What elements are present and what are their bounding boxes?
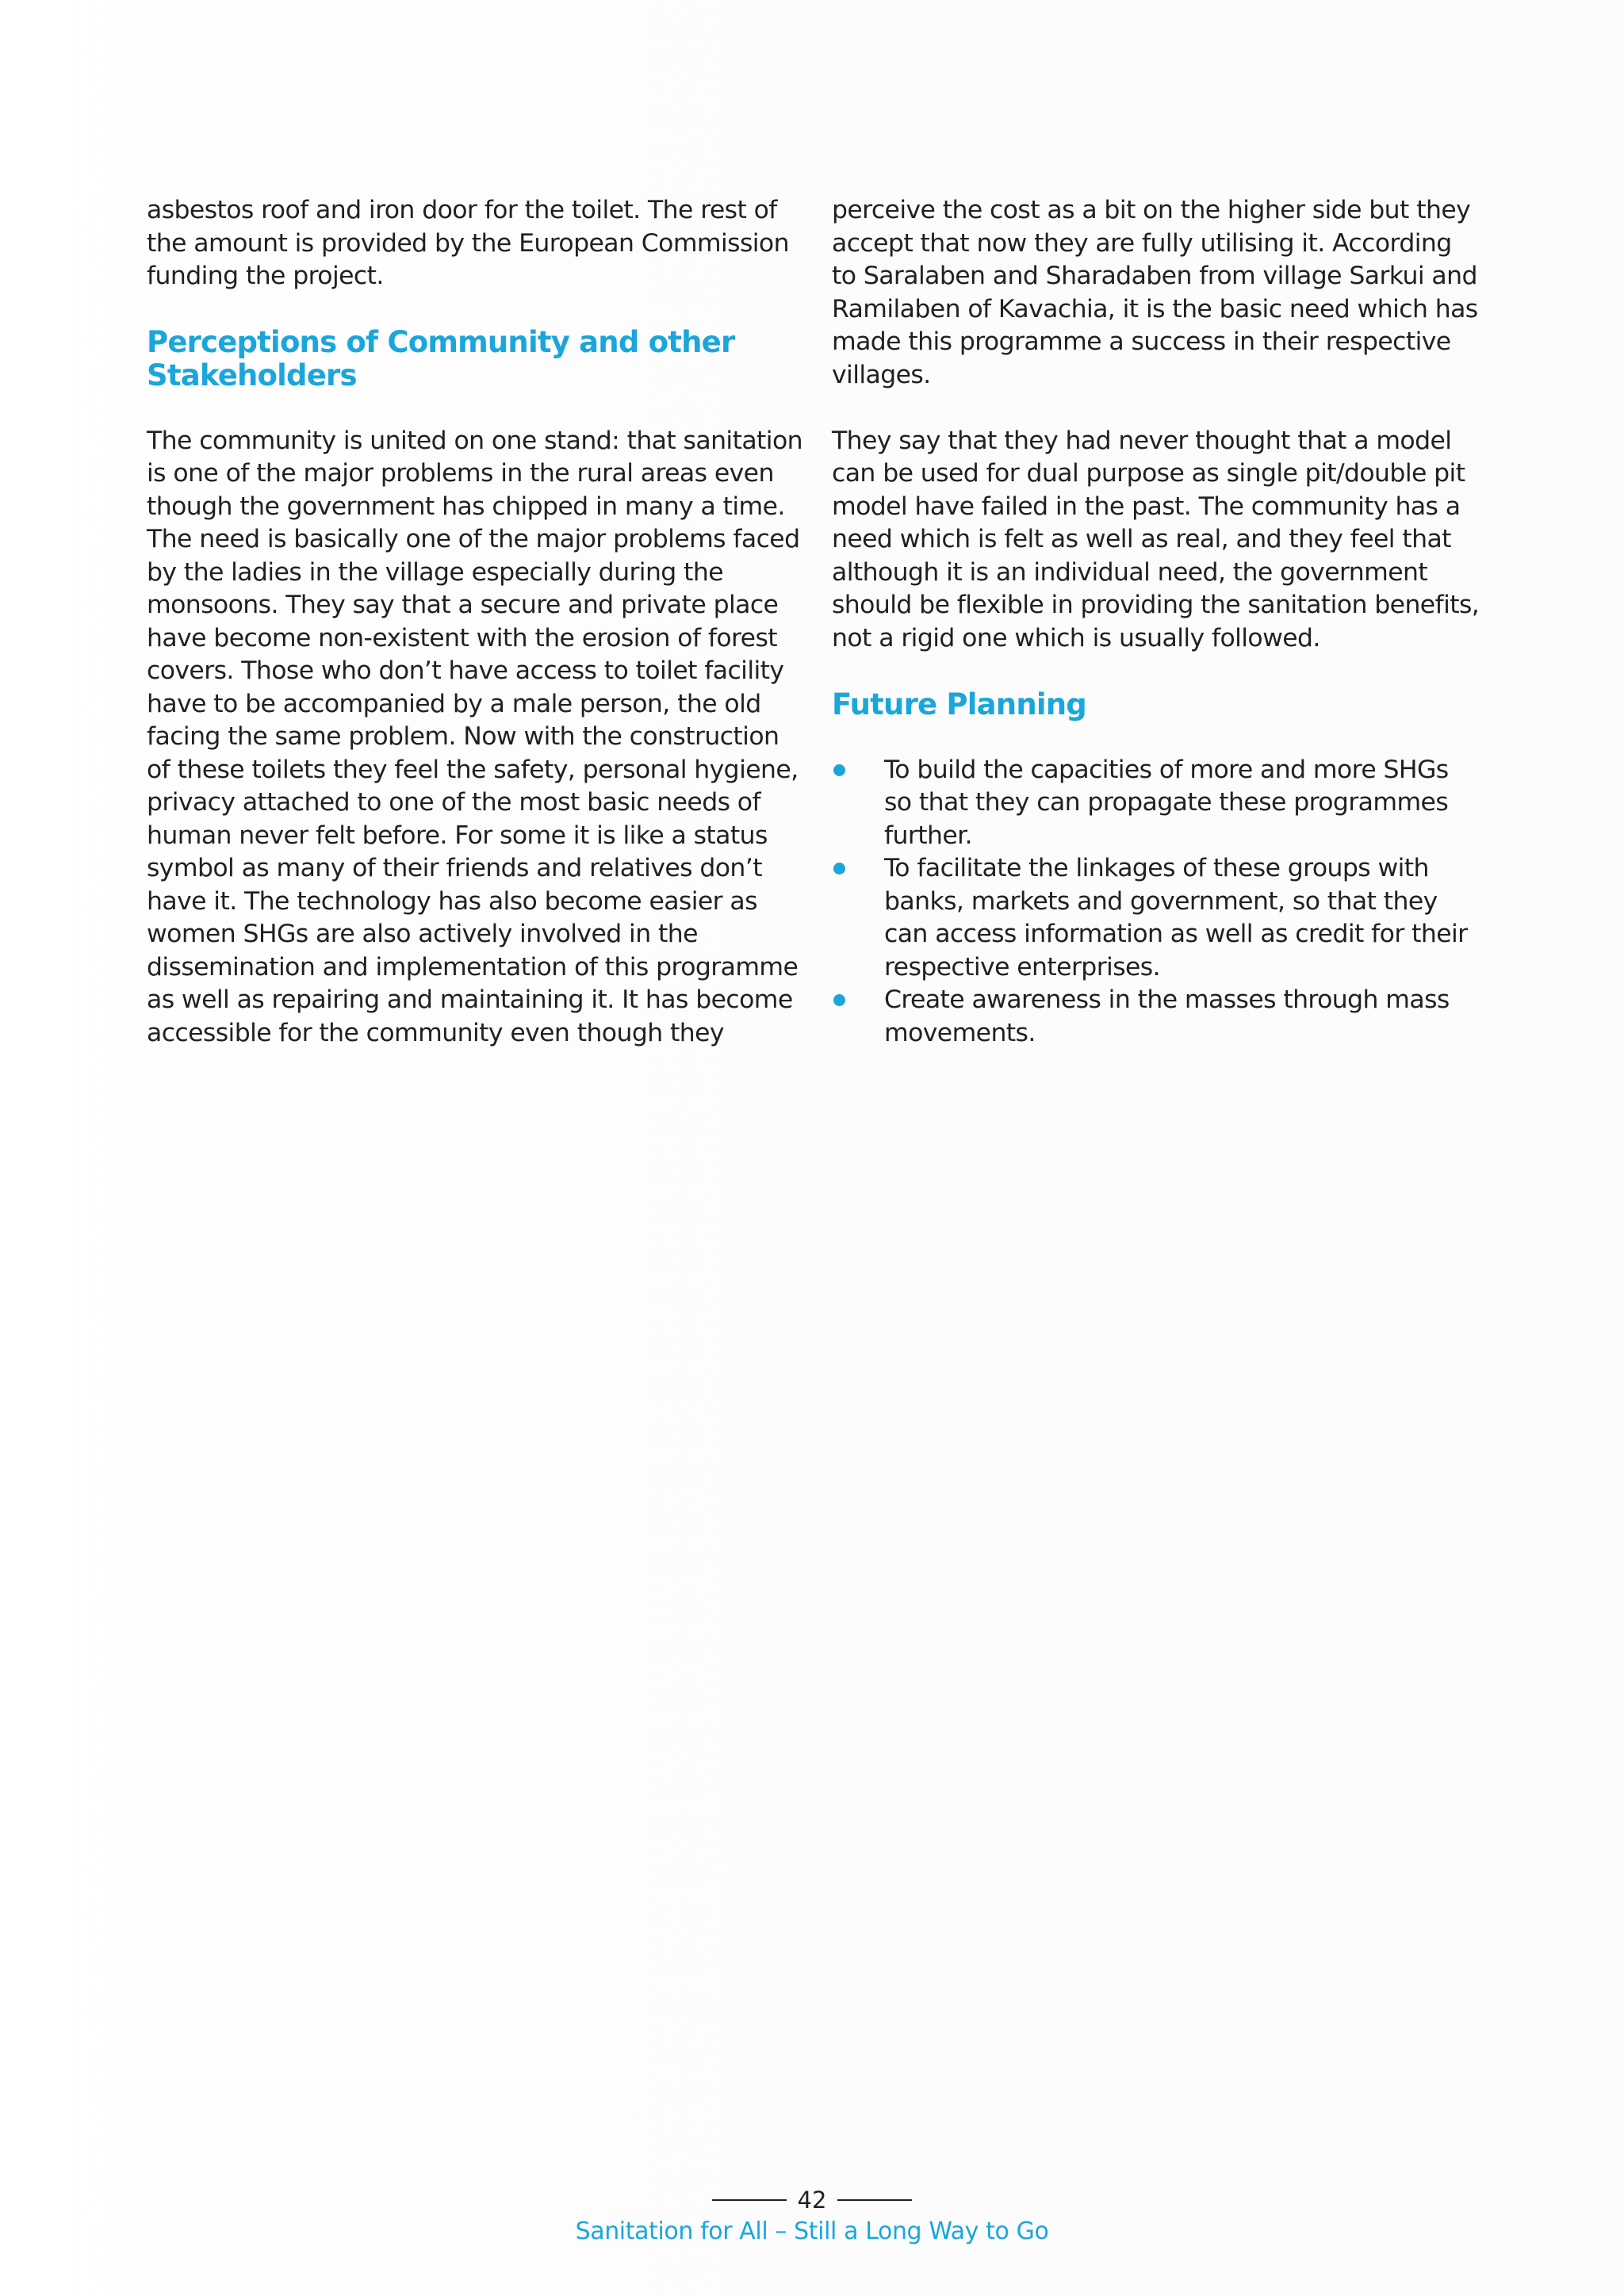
section-heading-perceptions: Perceptions of Community and other Stakeholders (147, 325, 735, 392)
page-number: 42 (797, 2187, 827, 2214)
footer-rule-left (712, 2199, 787, 2201)
list-item-text: Create awareness in the masses through mass movements. (884, 985, 1450, 1047)
bullet-icon (833, 863, 845, 874)
running-title: Sanitation for All – Still a Long Way to Go (575, 2218, 1049, 2245)
bullet-icon (833, 994, 845, 1006)
page-number-row (0, 2184, 1624, 2216)
list-item (832, 754, 1482, 853)
body-paragraph: The community is united on one stand: that sanitation is one of the major problems in the rural areas even though the government has chipped in many a time. The need is basically one of the major problems faced by the ladies in the village especially during the monsoons. They say that a secure and private place have become non-existent with the erosion of forest covers. Those who don’t have access to toilet facility have to be accompanied by a male person, the old facing the same problem. Now with the construction of these toilets they feel the safety, personal hygiene, privacy attached to one of the most basic needs of human never felt before. For some it is like a status symbol as many of their friends and relatives don’t have it. The technology has also become easier as women SHGs are also actively involved in the dissemination and implementation of this programme as well as repairing and maintaining it. It has become accessible for the community even though they (147, 426, 802, 1047)
list-item-text: To facilitate the linkages of these groups with banks, markets and government, so that they can access information as well as credit for their respective enterprises. (884, 854, 1468, 982)
page-footer (0, 2184, 1624, 2248)
list-item-text: To build the capacities of more and more SHGs so that they can propagate these programmes further. (884, 755, 1449, 850)
bullet-icon (833, 764, 845, 776)
section-heading-future-planning: Future Planning (832, 687, 1086, 721)
list-item (832, 852, 1482, 984)
list-item (832, 984, 1482, 1050)
body-paragraph: perceive the cost as a bit on the higher side but they accept that now they are fully utilising it. According to Saralaben and Sharadaben from village Sarkui and Ramilaben of Kavachia, it is the basic need which has made this programme a success in their respective villages. (832, 196, 1478, 389)
intro-paragraph: asbestos roof and iron door for the toilet. The rest of the amount is provided by the European Commission funding the project. (147, 196, 789, 290)
right-column (832, 194, 1482, 1050)
left-column (147, 194, 805, 1083)
future-planning-list (832, 754, 1482, 1050)
footer-rule-right (837, 2199, 912, 2201)
body-paragraph: They say that they had never thought that a model can be used for dual purpose as single pit/double pit model have failed in the past. The community has a need which is felt as well as real, and they feel that although it is an individual need, the government should be flexible in providing the sanitation benefits, not a rigid one which is usually followed. (832, 426, 1480, 652)
